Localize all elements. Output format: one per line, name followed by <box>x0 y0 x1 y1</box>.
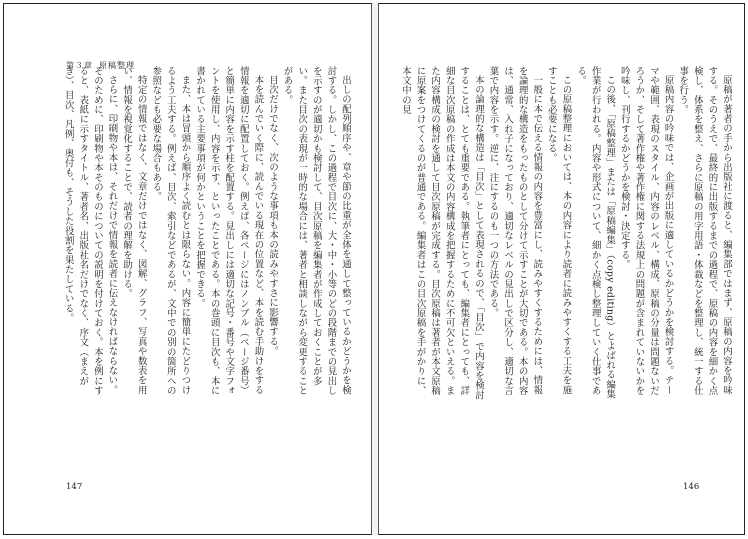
left-page-text <box>44 66 352 404</box>
running-head-title: 原稿整理 <box>99 61 135 70</box>
running-head-chapter: 第３章 <box>66 61 93 70</box>
paragraph: この原稿整理においては、本の内容により読者に読みやすくする工夫を施すことも必要になる。 <box>545 66 572 396</box>
paragraph: また、本は冒頭から順序よく読むとは限らない。内容に簡単にたどりつけるよう工夫する。例えば、目次、索引などであるが、文中での別の箇所への参照なども必要な場合もある。 <box>150 66 191 396</box>
paragraph: 本の論理的な構造は「目次」として表現されるので、「目次」で内容を検討することは、とても重要である。執筆者にとっても、編集者にとっても、詳細な目次原稿の作成は本文の内容構成を把握するために不可欠といえる。また内容構成の検討を通して目次原稿が完成する。目次原稿は著者が本文原稿に原案をつけてくるのが普通である。編集者はこの目次原稿を手がかりに、本文中の見 <box>399 66 484 401</box>
page-number-right: 146 <box>683 482 700 492</box>
right-page-text <box>399 66 733 404</box>
paragraph: 特定の情報ではなく、文章だけではなく、図解、グラフ、写真や数表を用い、情報を視覚化することで、読者の理解を助ける。 <box>121 66 147 396</box>
paragraph: この後、「原稿整理」または「原稿編集」（copy editing）とよばれる編集作業が行われる。内容や形式について、細かく点検し整理していく仕事である。 <box>575 66 616 400</box>
paragraph: 目次だけでなく、次のような事項も本の読みやすさに影響する。 <box>267 75 279 357</box>
left-page <box>3 3 372 535</box>
paragraph: 一般に本で伝える情報の内容を豊富にし、読みやすくするためには、情報を論理的な構造をもったものとして分けて示すことが大切である。本の内容は、通常、入れ子になっており、適切なレベルの見出しで区分し、適切な言葉で内容を示す。逆に、注にするのも一つの方法である。 <box>487 66 543 396</box>
paragraph: 出しの配列順序や、章や節の比重が全体を通して整っているかどうかを検討する。しかし、この過程で目次に、大・中・小等のどの段階までの見出しを示すのが適切かも検討して、目次原稿を編集者が作成しておくことが多い。また目次の表現が一時的な場合には、著者と相談しながら変更することがある。 <box>281 66 351 396</box>
paragraph: さらに、印刷物や本は、それだけで情報を読者に伝えなければならない。そのために、印刷物や本そのものについての説明を付けておく。本を例にすると、表紙に示すタイトル、著者名、出版社名だけでなく、序文（まえがき）、目次、凡例、奥付も、そうした役割を果たしている。 <box>62 66 118 396</box>
paragraph: 原稿が著者の手から出版社に渡ると、編集部ではまず、原稿の内容を吟味する。そのうえで、最終的に出版するまでの過程で、原稿の内容を細かく点検し、体系を整え、さらに原稿の用字用語・体裁などを整理し、統一する仕事を行う。 <box>677 66 732 396</box>
right-page <box>378 3 745 535</box>
page-number-left: 147 <box>66 482 83 492</box>
paragraph: 本を読んでいく際に、読んでいる現在の位置など、本を読む手助けをする情報を適切に配置しておく。例えば、各ページにはノンブル（ページ番号）と簡単に内容を示す柱を配置する。見出しには適切な記号・番号や文字フォントを使用し、内容を示す、といったことである。本の巻頭に目次も、本に書かれている主要事項が何かということを把握できる。 <box>194 66 264 396</box>
paragraph: 原稿内容の吟味では、企画が出版に適しているかどうかを検討する。テーマや範囲、表現のスタイル、内容のレベル、構成、原稿の分量は問題ないだろうか、そして著作権や著作権に関する法規上の問題が含まれていないかを吟味し、刊行するかどうかを検討・決定する。 <box>618 66 674 396</box>
